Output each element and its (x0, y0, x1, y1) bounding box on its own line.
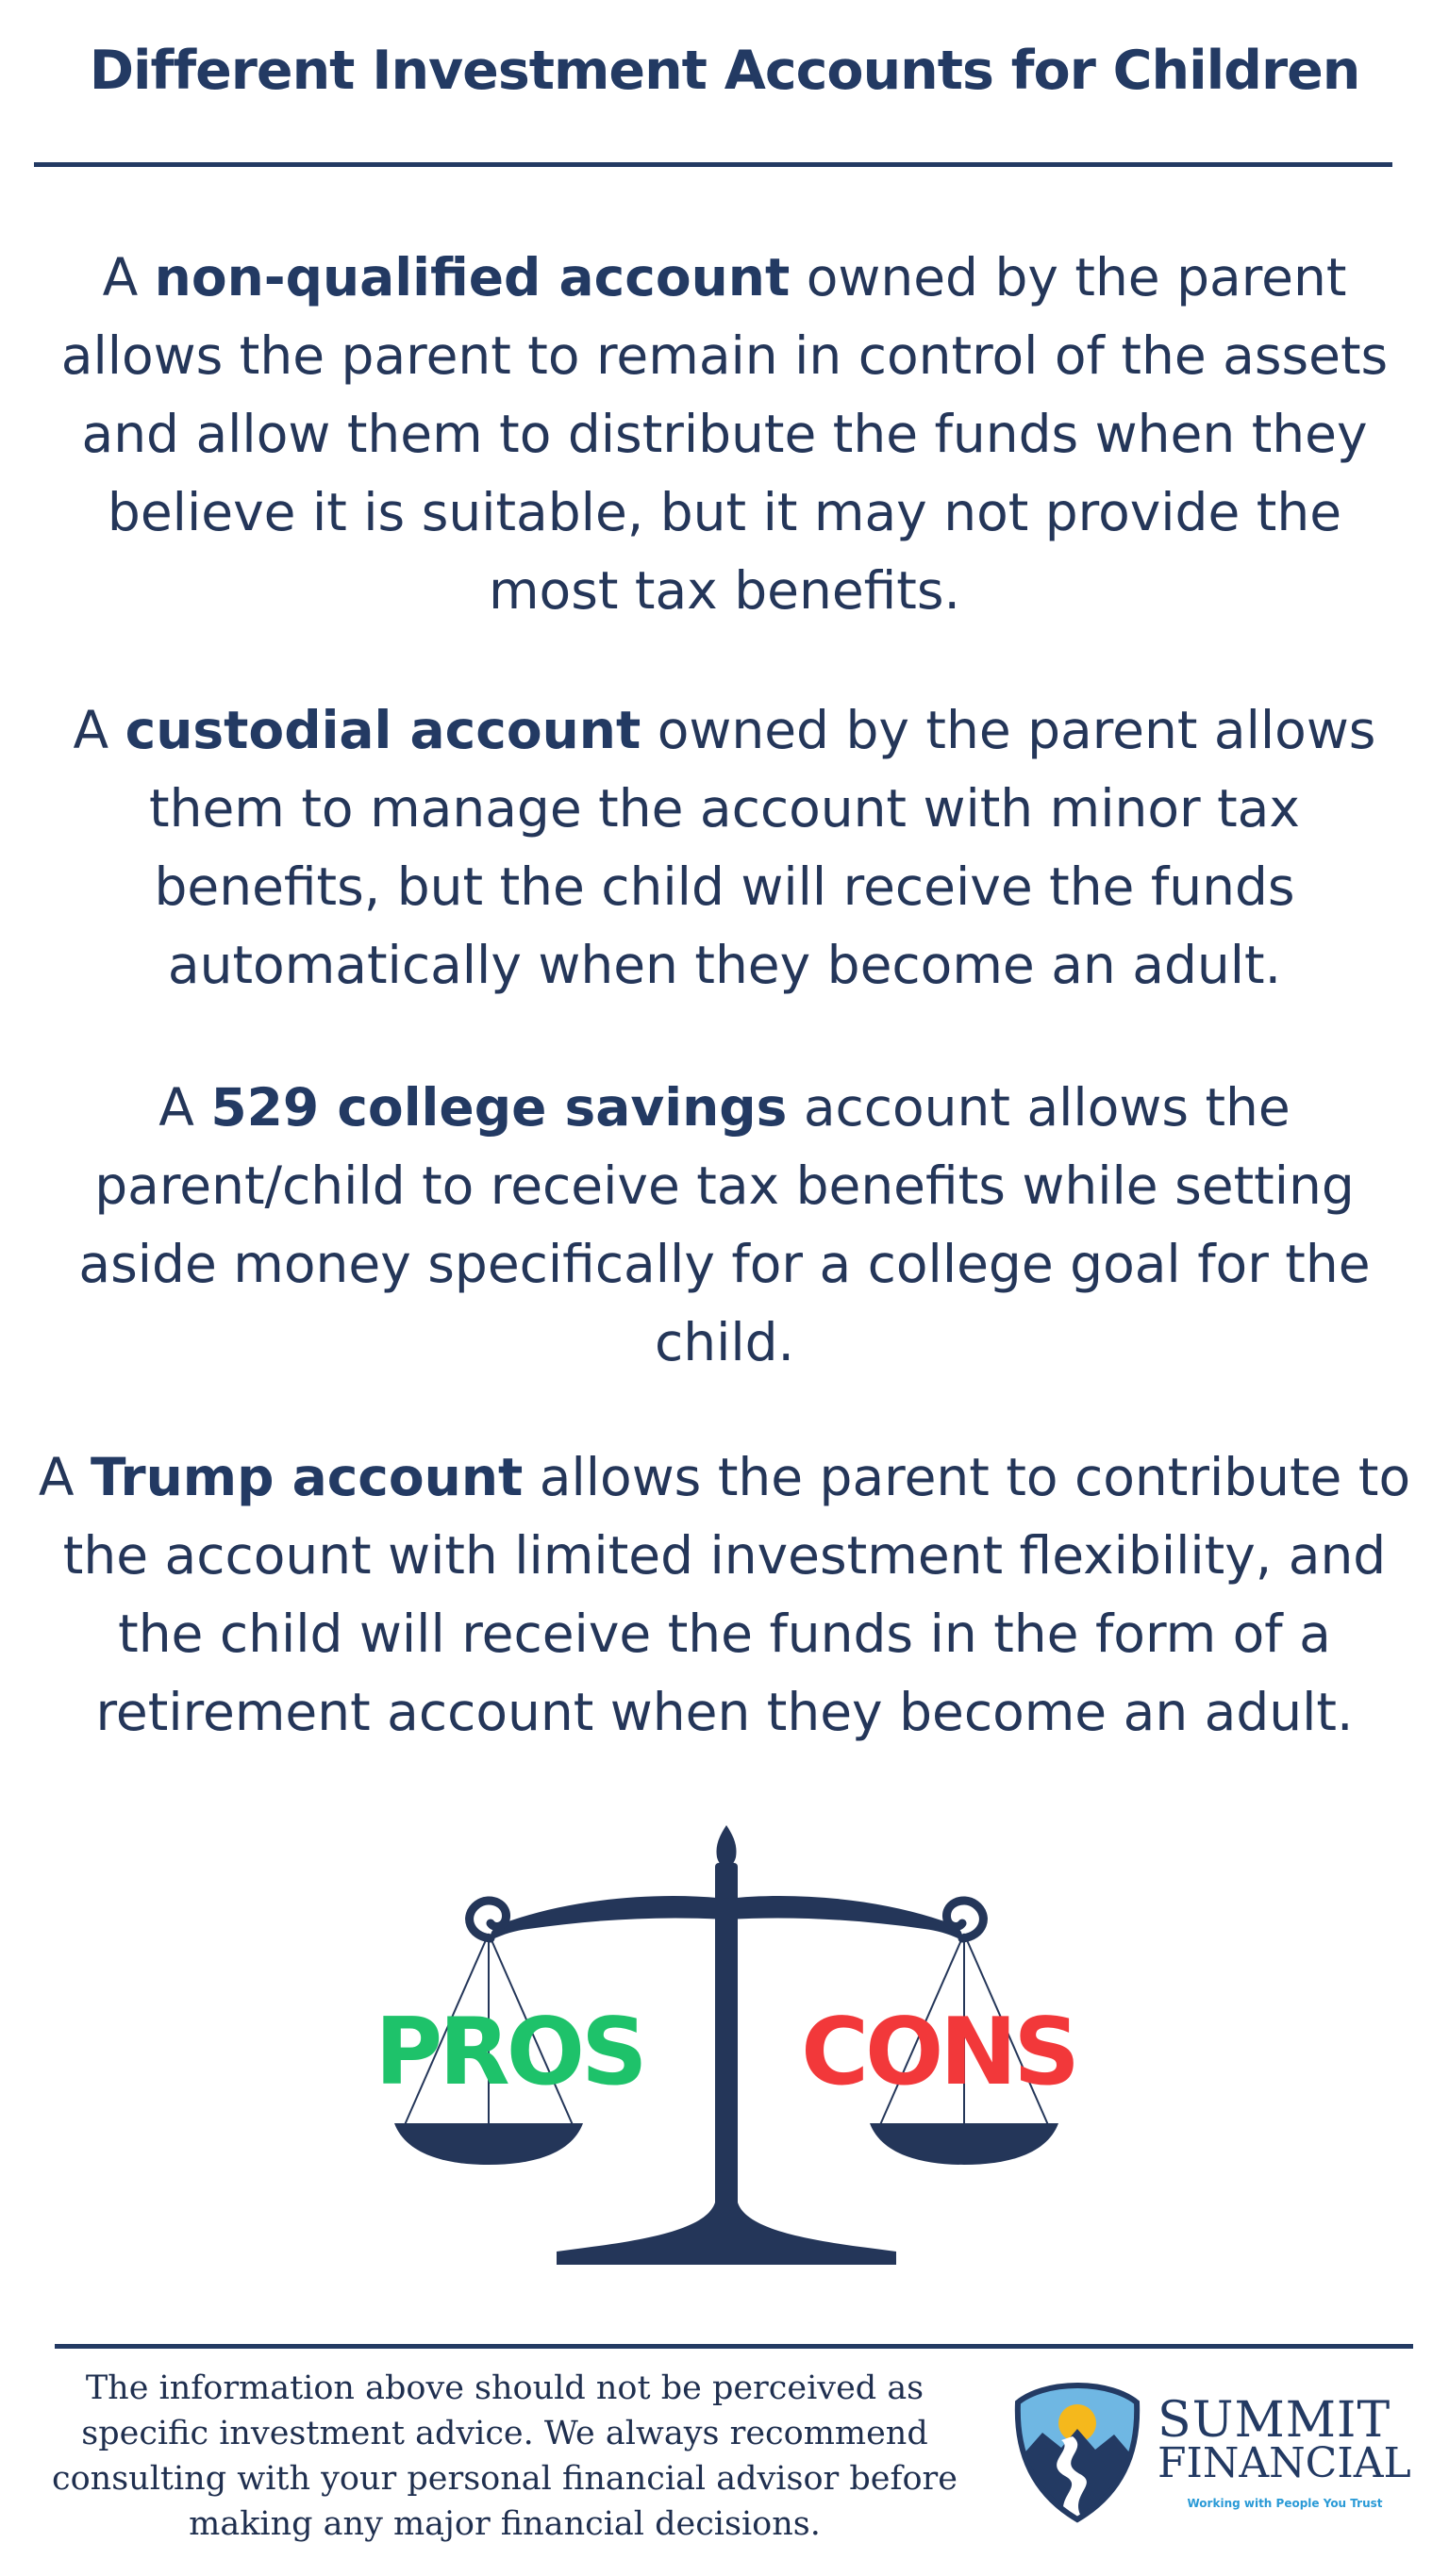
section-prefix: A (102, 247, 155, 307)
account-term: custodial account (125, 700, 641, 760)
mountain-shield-icon (1014, 2382, 1141, 2523)
logo-wordmark (1158, 2392, 1412, 2489)
section-prefix: A (158, 1077, 211, 1138)
title-divider (34, 162, 1392, 167)
section-text: owned by the parent allows the parent to remain in control of the assets and allow them to distribute the funds when they believe it is suitable, but it may not provide the most tax benefits. (60, 247, 1389, 621)
section-text: allows the parent to contribute to the account with limited investment flexibility, and the child will receive the funds in the form of a retirement account when they become an adult. (62, 1447, 1411, 1742)
cons-label: CONS (801, 1999, 1076, 2106)
section-text: owned by the parent allows them to manage the account with minor tax benefits, but the child will receive the funds automatically when they become an adult. (149, 700, 1376, 995)
page-title: Different Investment Accounts for Children (89, 40, 1360, 102)
account-description-non-qualified (38, 239, 1411, 630)
pros-label: PROS (375, 1999, 644, 2106)
account-description-trump (38, 1438, 1411, 1752)
summit-financial-logo (1014, 2382, 1410, 2523)
section-text: account allows the parent/child to receive tax benefits while setting aside money specifically for a college goal for the child. (78, 1077, 1371, 1372)
logo-name-line1: SUMMIT (1158, 2392, 1391, 2449)
account-description-custodial (38, 691, 1411, 1005)
account-term: 529 college savings (210, 1077, 788, 1138)
pros-cons-scale-illustration (349, 1825, 1104, 2278)
section-prefix: A (73, 700, 125, 760)
section-prefix: A (38, 1447, 91, 1507)
account-term: non-qualified account (154, 247, 791, 307)
logo-tagline: Working with People You Trust (1187, 2497, 1383, 2510)
footer-divider (55, 2344, 1413, 2349)
disclaimer-text: The information above should not be perceived as specific investment advice. We always recommend consulting with your personal financial advisor before making any major financial decisions. (52, 2369, 958, 2543)
account-term: Trump account (91, 1447, 524, 1507)
account-description-529 (38, 1069, 1411, 1382)
logo-name-line2: FINANCIAL (1158, 2439, 1411, 2487)
